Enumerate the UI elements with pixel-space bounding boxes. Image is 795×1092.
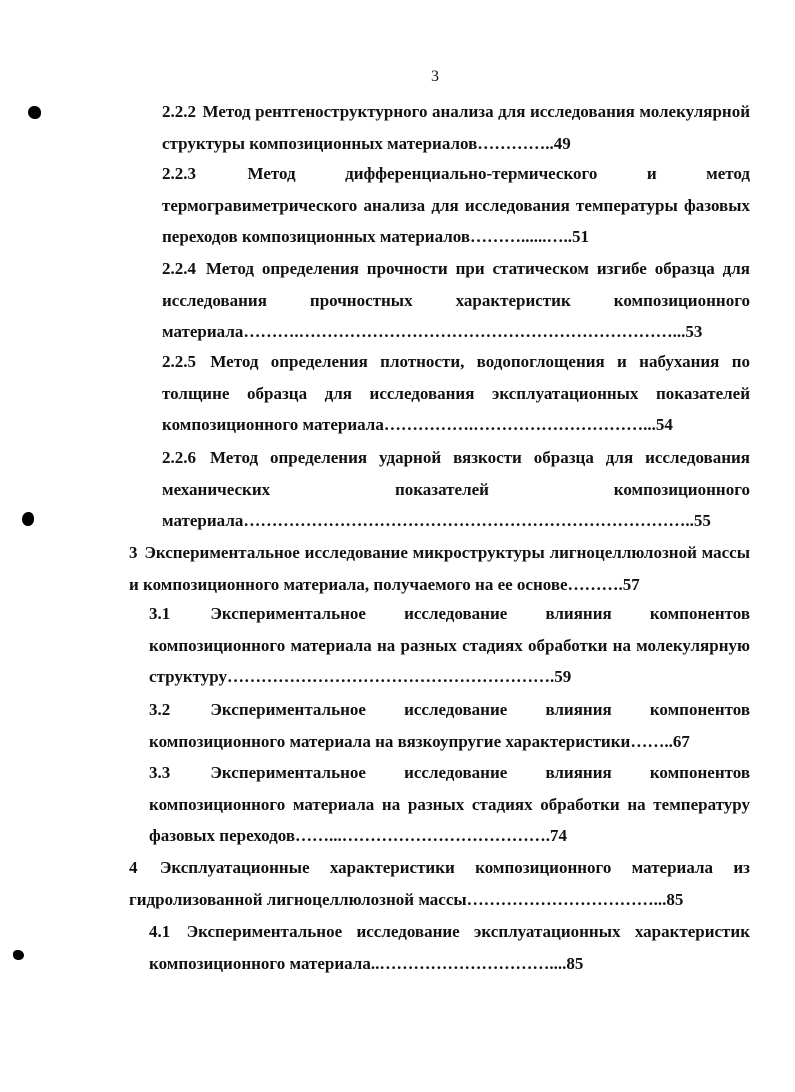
toc-entry-title: Эксплуатационные характеристики композиционного материала из гидролизованной лигноцеллюлозной массы……………………………...85 bbox=[129, 858, 750, 909]
toc-entry-title: Экспериментальное исследование микроструктуры лигноцеллюлозной массы и композиционного материала, получаемого на ее основе……….57 bbox=[129, 543, 751, 594]
toc-entry-number: 2.2.5 bbox=[162, 352, 196, 371]
toc-entry-title: Метод рентгеноструктурного анализа для исследования молекулярной структуры композиционных материалов…………..49 bbox=[162, 102, 751, 153]
toc-entry-number: 2.2.2 bbox=[162, 102, 196, 121]
toc-entry-number: 2.2.4 bbox=[162, 259, 196, 278]
toc-entry-number: 3.3 bbox=[149, 763, 171, 782]
toc-entry[interactable] bbox=[149, 757, 750, 852]
page-number: 3 bbox=[431, 68, 439, 85]
toc-entry[interactable] bbox=[162, 346, 750, 441]
toc-entry-title: Экспериментальное исследование влияния компонентов композиционного материала на разных стадиях обработки на температуру фазовых переходов……...……………………………….74 bbox=[149, 763, 750, 846]
toc-entry[interactable] bbox=[149, 598, 750, 693]
toc-entry-number: 3 bbox=[129, 543, 138, 562]
toc-entry-number: 2.2.6 bbox=[162, 448, 196, 467]
toc-entry-title: Экспериментальное исследование влияния компонентов композиционного материала на разных стадиях обработки на молекулярную структуру………………………………………………….59 bbox=[149, 604, 750, 687]
toc-entry[interactable] bbox=[149, 916, 750, 979]
toc-entry[interactable] bbox=[129, 537, 750, 600]
toc-entry-title: Экспериментальное исследование эксплуатационных характеристик композиционного материала..…………………………....85 bbox=[149, 922, 750, 973]
scan-mark-middle bbox=[22, 512, 34, 526]
toc-entry[interactable] bbox=[162, 253, 750, 348]
toc-entry-number: 2.2.3 bbox=[162, 164, 196, 183]
toc-entry[interactable] bbox=[162, 158, 750, 253]
toc-entry-title: Метод дифференциально-термического и метод термогравиметрического анализа для исследования температуры фазовых переходов композиционных материалов………......…..51 bbox=[162, 164, 751, 247]
toc-entry-title: Метод определения ударной вязкости образца для исследования механических показателей композиционного материала……………………………………………………………………..55 bbox=[162, 448, 750, 531]
scan-mark-bottom bbox=[13, 950, 24, 960]
toc-entry[interactable] bbox=[162, 96, 750, 159]
toc-entry[interactable] bbox=[149, 694, 750, 757]
scan-mark-top bbox=[28, 106, 41, 119]
toc-entry-title: Экспериментальное исследование влияния компонентов композиционного материала на вязкоупругие характеристики……..67 bbox=[149, 700, 750, 751]
toc-entry-title: Метод определения плотности, водопоглощения и набухания по толщине образца для исследования эксплуатационных показателей композиционного материала…………….…………………………...54 bbox=[162, 352, 751, 435]
toc-entry[interactable] bbox=[162, 442, 750, 537]
toc-entry-number: 3.1 bbox=[149, 604, 171, 623]
toc-entry-title: Метод определения прочности при статическом изгибе образца для исследования прочностных характеристик композиционного материала……….…………………………………………………………...53 bbox=[162, 259, 751, 342]
toc-entry-number: 3.2 bbox=[149, 700, 171, 719]
toc-entry-number: 4 bbox=[129, 858, 138, 877]
toc-entry[interactable] bbox=[129, 852, 750, 915]
toc-entry-number: 4.1 bbox=[149, 922, 171, 941]
